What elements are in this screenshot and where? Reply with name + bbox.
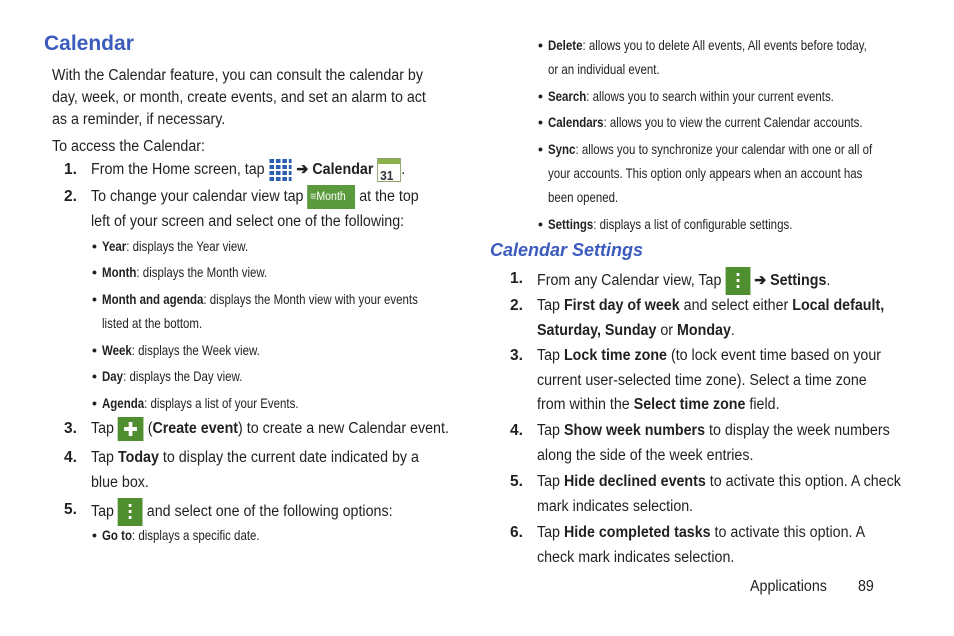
- bullet-dot: •: [538, 216, 543, 232]
- bullet-desc: : displays a specific date.: [131, 527, 260, 543]
- bullet-text: [102, 234, 248, 258]
- step-bold: Hide declined events: [563, 473, 706, 490]
- step-text: Tap: [537, 422, 560, 439]
- step-body: [91, 417, 449, 442]
- step-body: [91, 185, 419, 234]
- bullet-bold: Search: [548, 88, 587, 104]
- step-body: [537, 521, 865, 570]
- bullet-text: [548, 84, 834, 108]
- step-text: From the Home screen, tap: [91, 161, 265, 179]
- bullet-bold: Sync: [548, 141, 576, 157]
- bullet-dot: •: [92, 238, 97, 254]
- step-bold: Local default,: [792, 297, 885, 314]
- intro-line: day, week, or month, create events, and set an alarm to act: [52, 89, 426, 106]
- bullet-bold: Month: [102, 264, 137, 280]
- more-options-icon: [118, 498, 143, 526]
- step-bold: Hide completed tasks: [563, 524, 711, 541]
- bullet-text: [548, 33, 867, 81]
- bullet-desc: : displays the Month view.: [136, 264, 268, 280]
- bullet-dot: •: [92, 342, 97, 358]
- step-body: [91, 158, 405, 183]
- bullet-desc: listed at the bottom.: [102, 315, 203, 331]
- bullet-desc: : allows you to view the current Calendar accounts.: [603, 114, 863, 130]
- step-text: Tap: [537, 297, 560, 314]
- step-text: along the side of the week entries.: [537, 446, 754, 464]
- bullet-text: [548, 137, 872, 209]
- step-bold: Today: [117, 449, 159, 466]
- add-event-icon: [118, 417, 144, 441]
- arrow-icon: ➔: [296, 161, 309, 179]
- bullet-desc: : allows you to search within your current events.: [586, 88, 834, 104]
- bullet-text: [102, 287, 418, 335]
- bullet-bold: Agenda: [102, 395, 145, 411]
- bullet-desc: : displays the Week view.: [131, 342, 260, 358]
- step-number: 4.: [510, 422, 523, 439]
- bullet-bold: Week: [102, 342, 132, 358]
- bullet-bold: Go to: [102, 527, 132, 543]
- step-text: Tap: [91, 503, 114, 521]
- arrow-icon: ➔: [754, 272, 767, 290]
- intro-paragraph: [52, 65, 426, 131]
- step-text: to activate this option. A: [714, 524, 866, 541]
- step-body: [91, 498, 393, 526]
- step-text: to display the current date indicated by a: [162, 449, 419, 466]
- step-bold: Show week numbers: [563, 422, 706, 439]
- intro-line: With the Calendar feature, you can consult the calendar by: [52, 67, 423, 84]
- step-number: 2.: [64, 188, 77, 205]
- bullet-text: [102, 260, 267, 284]
- step-bold: Create event: [152, 420, 239, 438]
- page-title: Calendar: [44, 32, 134, 55]
- bullet-bold: Day: [102, 368, 124, 384]
- apps-grid-icon: [269, 158, 293, 182]
- bullet-bold: Year: [102, 238, 127, 254]
- bullet-text: [102, 523, 260, 547]
- bullet-text: [548, 212, 792, 236]
- bullet-dot: •: [92, 527, 97, 543]
- bullet-text: [102, 364, 242, 388]
- step-text: .: [401, 161, 406, 179]
- bullet-dot: •: [538, 141, 543, 157]
- bullet-dot: •: [92, 368, 97, 384]
- page-number: 89: [858, 578, 874, 595]
- bullet-dot: •: [92, 291, 97, 307]
- bullet-desc: : displays a list of configurable settings.: [593, 216, 793, 232]
- step-text: Tap: [537, 473, 560, 490]
- step-number: 1.: [510, 270, 523, 287]
- step-text: .: [730, 321, 735, 339]
- bullet-bold: Delete: [548, 37, 583, 53]
- bullet-dot: •: [538, 37, 543, 53]
- bullet-dot: •: [538, 88, 543, 104]
- bullet-bold: Calendars: [548, 114, 604, 130]
- step-text: from within the: [537, 396, 630, 413]
- calendar-icon: [377, 158, 401, 182]
- bullet-dot: •: [92, 264, 97, 280]
- calendar-icon-number: 31: [380, 168, 394, 183]
- step-text: To change your calendar view tap: [91, 188, 304, 206]
- bullet-bold: Settings: [548, 216, 594, 232]
- step-bold: First day of week: [563, 297, 680, 314]
- step-text: (: [147, 420, 153, 438]
- step-text: .: [826, 272, 831, 290]
- step-text: Tap: [537, 524, 560, 541]
- bullet-desc: : allows you to delete All events, All events before today,: [582, 37, 867, 53]
- step-bold: Saturday, Sunday: [537, 321, 657, 339]
- step-text: current user-selected time zone). Select a time zone: [537, 371, 867, 389]
- bullet-bold: Month and agenda: [102, 291, 204, 307]
- step-text: and select one of the following options:: [146, 503, 393, 521]
- step-body: [91, 446, 419, 495]
- step-text: field.: [749, 396, 780, 413]
- step-number: 5.: [510, 473, 523, 490]
- step-text: left of your screen and select one of the following:: [91, 212, 405, 230]
- bullet-dot: •: [92, 395, 97, 411]
- step-body: [537, 470, 901, 519]
- step-text: Tap: [537, 347, 560, 364]
- step-number: 3.: [64, 420, 77, 437]
- month-view-icon: ≡Month: [307, 185, 355, 209]
- step-body: [537, 294, 884, 343]
- step-text: or: [660, 321, 674, 339]
- bullet-text: [102, 391, 299, 415]
- step-body: [537, 419, 890, 468]
- step-text: mark indicates selection.: [537, 497, 694, 515]
- bullet-desc: : displays a list of your Events.: [144, 395, 299, 411]
- bullet-desc: : allows you to synchronize your calendar with one or all of: [575, 141, 873, 157]
- month-icon-label: Month: [316, 191, 346, 203]
- step-bold: Monday: [677, 321, 731, 339]
- bullet-desc: : displays the Day view.: [123, 368, 243, 384]
- bullet-dot: •: [538, 114, 543, 130]
- step-bold: Settings: [770, 272, 827, 290]
- step-text: to display the week numbers: [708, 422, 890, 439]
- section-subtitle: Calendar Settings: [490, 240, 644, 260]
- step-text: blue box.: [91, 473, 149, 491]
- step-number: 2.: [510, 297, 523, 314]
- step-text: Tap: [91, 420, 114, 438]
- bullet-desc: been opened.: [548, 189, 619, 205]
- step-number: 1.: [64, 161, 77, 178]
- step-body: [537, 344, 881, 418]
- footer-section: Applications: [750, 578, 827, 595]
- access-text: To access the Calendar:: [52, 138, 205, 155]
- step-text: and select either: [683, 297, 789, 314]
- bullet-desc: your accounts. This option only appears when an account has: [548, 165, 863, 181]
- step-text: at the top: [359, 188, 419, 206]
- step-number: 4.: [64, 449, 77, 466]
- step-text: ) to create a new Calendar event.: [238, 420, 449, 438]
- step-text: From any Calendar view, Tap: [537, 272, 722, 290]
- bullet-desc: : displays the Year view.: [126, 238, 249, 254]
- step-text: (to lock event time based on your: [670, 347, 882, 364]
- bullet-text: [102, 338, 260, 362]
- step-bold: Lock time zone: [563, 347, 667, 364]
- intro-line: as a reminder, if necessary.: [52, 111, 226, 128]
- step-number: 3.: [510, 347, 523, 364]
- more-options-icon: [725, 267, 750, 295]
- step-bold: Calendar: [312, 161, 374, 179]
- step-number: 5.: [64, 501, 77, 518]
- step-body: [537, 267, 830, 295]
- step-text: to activate this option. A check: [709, 473, 901, 490]
- bullet-desc: : displays the Month view with your events: [203, 291, 418, 307]
- step-text: check mark indicates selection.: [537, 548, 735, 566]
- step-number: 6.: [510, 524, 523, 541]
- bullet-text: [548, 110, 863, 134]
- bullet-desc: or an individual event.: [548, 61, 660, 77]
- step-text: Tap: [91, 449, 114, 466]
- step-bold: Select time zone: [633, 396, 746, 413]
